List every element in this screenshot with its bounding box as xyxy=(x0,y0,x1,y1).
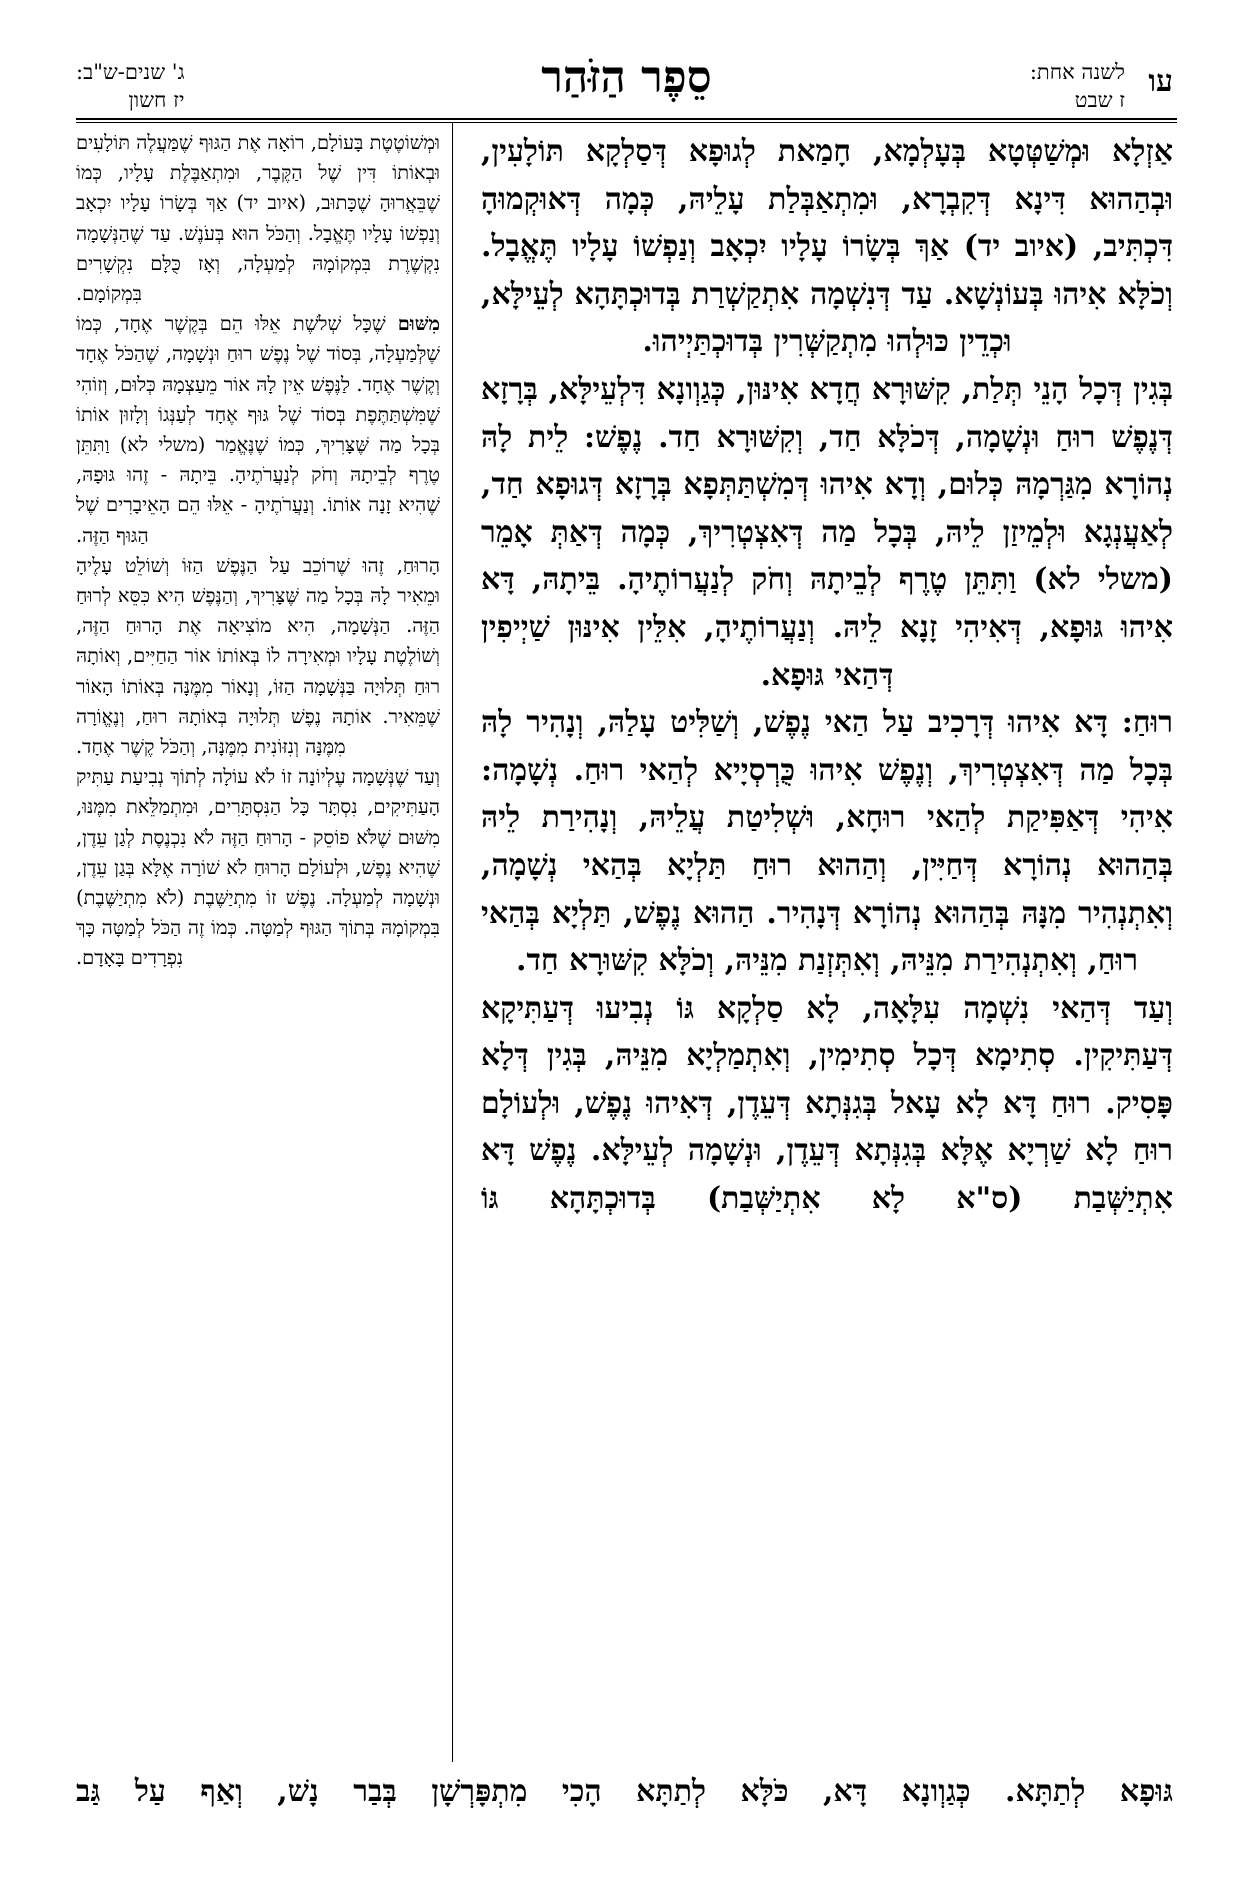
header-right-line1: לשנה אחת: xyxy=(1029,60,1125,84)
main-paragraph: בְּגִין דְּכָל הָנֵי תְּלַת, קִשּׁוּרָא חֲדָא אִינּוּן, כְּגַוְונָא דִּלְעֵילָּא, בְּרָזָא דְּנֶפֶשׁ רוּחַ וּנְשָׁמָה, דְּכֹלָּא חַד, וְקִשּׁוּרָא חַד. נֶפֶשׁ: לֵית לָהּ נְהוֹרָא מִגַּרְמָהּ כְּלוּם, וְדָא אִיהוּ דְּמִשְׁתַּתְּפָא בְּרָזָא דְּגוּפָא חַד, לְאַעֲנְגָא וּלְמֵיזַן לֵיהּ, בְּכָל מַה דְּאִצְטְרִיךְ, כְּמָה דְּאַתְּ אָמֵר (משלי לא) וַתִּתֵּן טֶרֶף לְבֵיתָהּ וְחֹק לְנַעֲרוֹתֶיהָ. בֵּיתָהּ, דָּא אִיהוּ גּוּפָא, דְּאִיהִי זָנָא לֵיהּ. וְנַעֲרוֹתֶיהָ, אִלֵּין אִינּוּן שַׁיְיפִין דְּהַאי גּוּפָא. xyxy=(481,371,1173,693)
header-left-study-schedule xyxy=(76,58,185,116)
hebrew-translation-column xyxy=(76,128,440,1768)
header-rule-thin xyxy=(76,122,1177,123)
aramaic-text-column xyxy=(481,128,1173,1768)
header-left-line2: יז חשון xyxy=(128,88,185,112)
side-paragraph: וּמְשׁוֹטֶטֶת בָּעוֹלָם, רוֹאָה אֶת הַגּוּף שֶׁמַּעֲלֶה תּוֹלָעִים וּבְאוֹתוֹ דִּין שֶׁל הַקֶּבֶר, וּמִתְאַבֶּלֶת עָלָיו, כְּמוֹ שֶׁבֵּאֲרוּהָ שֶׁכָּתוּב, (איוב יד) אַךְ בְּשָׂרוֹ עָלָיו יִכְאָב וְנַפְשׁוֹ עָלָיו תֶּאֱבָל. וְהַכֹּל הוּא בְּעֹנֶשׁ. עַד שֶׁהַנְּשָׁמָה נִקְשֶׁרֶת בִּמְקוֹמָהּ לְמַעְלָה, וְאָז כֻּלָּם נִקְשָׁרִים בִּמְקוֹמָם. xyxy=(76,131,440,306)
bottom-full-width-line: גּוּפָא לְתַתָּא. כְּגַוְונָא דָּא, כֹּלָּא לְתַתָּא הָכִי מִתְפָּרְשָׁן בְּבַר נָשׁ, וְאַף עַל גַּב xyxy=(76,1774,1173,1809)
side-paragraph: וְעַד שֶׁנְּשָׁמָה עֶלְיוֹנָה זוֹ לֹא עוֹלָה לְתוֹךְ נְבִיעַת עַתִּיק הָעַתִּיקִים, נִסְתָּר כָּל הַנִּסְתָּרִים, וּמִתְמַלֵּאת מִמֶּנּוּ, מִשּׁוּם שֶׁלֹּא פוֹסֵק - הָרוּחַ הַזֶּה לֹא נִכְנֶסֶת לְגַן עֵדֶן, שֶׁהִיא נֶפֶשׁ, וּלְעוֹלָם הָרוּחַ לֹא שׁוֹרָה אֶלָּא בְּגַן עֵדֶן, וּנְשָׁמָה לְמַעְלָה. נֶפֶשׁ זוֹ מִתְיַשֶּׁבֶת (לֹא מִתְיַשֶּׁבֶת) בִּמְקוֹמָהּ בְּתוֹךְ הַגּוּף לְמַטָּה. כְּמוֹ זֶה הַכֹּל לְמַטָּה כָּךְ נִפְרָדִים בָּאָדָם. xyxy=(76,765,440,970)
page-title: סֵפֶר הַזֹּהַר xyxy=(541,52,712,103)
side-paragraph: הָרוּחַ, זֶהוּ שֶׁרוֹכֵב עַל הַנֶּפֶשׁ הַזּוֹ וְשׁוֹלֵט עָלֶיהָ וּמֵאִיר לָהּ בְּכָל מַה שֶּׁצָּרִיךְ, וְהַנֶּפֶשׁ הִיא כִּסֵּא לְרוּחַ הַזֶּה. הַנְּשָׁמָה, הִיא מוֹצִיאָה אֶת הָרוּחַ הַזֶּה, וְשׁוֹלֶטֶת עָלָיו וּמְאִירָה לוֹ בְּאוֹתוֹ אוֹר הַחַיִּים, וְאוֹתָהּ רוּחַ תְּלוּיָה בַּנְּשָׁמָה הַזּוֹ, וְנָאוֹר מִמֶּנָּה בְּאוֹתוֹ הָאוֹר שֶׁמֵּאִיר. אוֹתָהּ נֶפֶשׁ תְּלוּיָה בְּאוֹתָהּ רוּחַ, וְנֶאֱוֹרָה מִמֶּנָּה וְנִזּוֹנִית מִמֶּנָּה, וְהַכֹּל קֶשֶׁר אֶחָד. xyxy=(76,553,440,759)
header-rule xyxy=(76,118,1177,120)
page-number: עו xyxy=(1148,64,1173,99)
main-paragraph: אַזְלָא וּמְשַׁטְּטָא בְּעָלְמָא, חָמַאת לְגוּפָא דְּסַלְקָא תּוֹלָעִין, וּבְהַהוּא דִּינָא דְּקִבְרָא, וּמִתְאַבְּלַת עָלֵיהּ, כְּמָה דְּאוּקְמוּהָ דִּכְתִּיב, (איוב יד) אַךְ בְּשָׂרוֹ עָלָיו יִכְאָב וְנַפְשׁוֹ עָלָיו תֶּאֱבָל. וְכֹלָּא אִיהוּ בְּעוֹנְשָׁא. עַד דְּנִשְׁמָה אִתְקַשְׁרַת בְּדוּכְתָּהָא לְעֵילָּא, וּכְדֵין כּוּלְהוּ מִתְקַשְּׁרִין בְּדוּכְתַּיְיהוּ. xyxy=(481,134,1173,360)
main-paragraph: רוּחַ: דָּא אִיהוּ דְּרָכִיב עַל הַאי נֶפֶשׁ, וְשַׁלִּיט עָלַהּ, וְנָהִיר לָהּ בְּכָל מַה דְּאִצְטְרִיךְ, וְנֶפֶשׁ אִיהוּ כֻּרְסְיָיא לְהַאי רוּחַ. נְשָׁמָה: אִיהִי דְּאַפִּיקַת לְהַאי רוּחָא, וּשְׁלִיטַת עֲלֵיהּ, וְנָהִירַת לֵיהּ בְּהַהוּא נְהוֹרָא דְּחַיִּין, וְהַהוּא רוּחַ תַּלְיָא בְּהַאי נְשָׁמָה, וְאִתְנְהִיר מִנָּהּ בְּהַהוּא נְהוֹרָא דְּנָהִיר. הַהוּא נֶפֶשׁ, תַּלְיָא בְּהַאי רוּחַ, וְאִתְנְהִירַת מִנֵּיהּ, וְאִתְּזְנַת מִנֵּיהּ, וְכֹלָּא קִשּׁוּרָא חַד. xyxy=(481,705,1173,979)
header-left-line1: ג' שנים-ש"ב: xyxy=(76,60,185,84)
side-paragraph xyxy=(76,309,440,551)
side-paragraph-lead: מִשּׁוּם xyxy=(397,312,440,336)
column-divider xyxy=(452,122,453,1762)
side-paragraph-text: שֶׁכָּל שְׁלֹשֶׁת אֵלּוּ הֵם בְּקֶשֶׁר אֶחָד, כְּמוֹ שֶׁלְּמַעְלָה, בְּסוֹד שֶׁל נֶפֶשׁ רוּחַ וּנְשָׁמָה, שֶׁהַכֹּל אֶחָד וְקֶשֶׁר אֶחָד. לַנֶּפֶשׁ אֵין לָהּ אוֹר מֵעַצְמָהּ כְּלוּם, וְזוֹהִי שֶׁמִּשְׁתַּתֶּפֶת בְּסוֹד שֶׁל גּוּף אֶחָד לְעַנְּגוֹ וְלָזוּן אוֹתוֹ בְּכָל מַה שֶּׁצָּרִיךְ, כְּמוֹ שֶׁנֶּאֱמַר (משלי לא) וַתִּתֵּן טֶרֶף לְבֵיתָהּ וְחֹק לְנַעֲרֹתֶיהָ. בֵּיתָהּ - זֶהוּ גּוּפָהּ, שֶׁהִיא זָנָה אוֹתוֹ. וְנַעֲרֹתֶיהָ - אֵלּוּ הֵם הָאֵיבָרִים שֶׁל הַגּוּף הַזֶּה. xyxy=(76,312,440,547)
header-right-line2: ז שבט xyxy=(1074,88,1125,112)
main-paragraph: וְעַד דְּהַאי נִשְׁמָה עִלָּאָה, לָא סַלְקָא גּוֹ נְבִיעוּ דְּעַתִּיקָא דְּעַתִּיקִין. סְתִימָא דְּכָל סְתִימִין, וְאִתְמַלְיָא מִנֵּיהּ, בְּגִין דְּלָא פָּסִיק. רוּחַ דָּא לָא עָאל בְּגִנְּתָא דְּעֵדֶן, דְּאִיהוּ נֶפֶשׁ, וּלְעוֹלָם רוּחַ לָא שַׁרְיָא אֶלָּא בְּגִנְּתָא דְּעֵדֶן, וּנְשָׁמָה לְעֵילָּא. נֶפֶשׁ דָּא אִתְיַשְּׁבַת (ס"א לָא אִתְיַשְּׁבַת) בְּדוּכְתָּהָא גּוֹ xyxy=(481,990,1173,1217)
